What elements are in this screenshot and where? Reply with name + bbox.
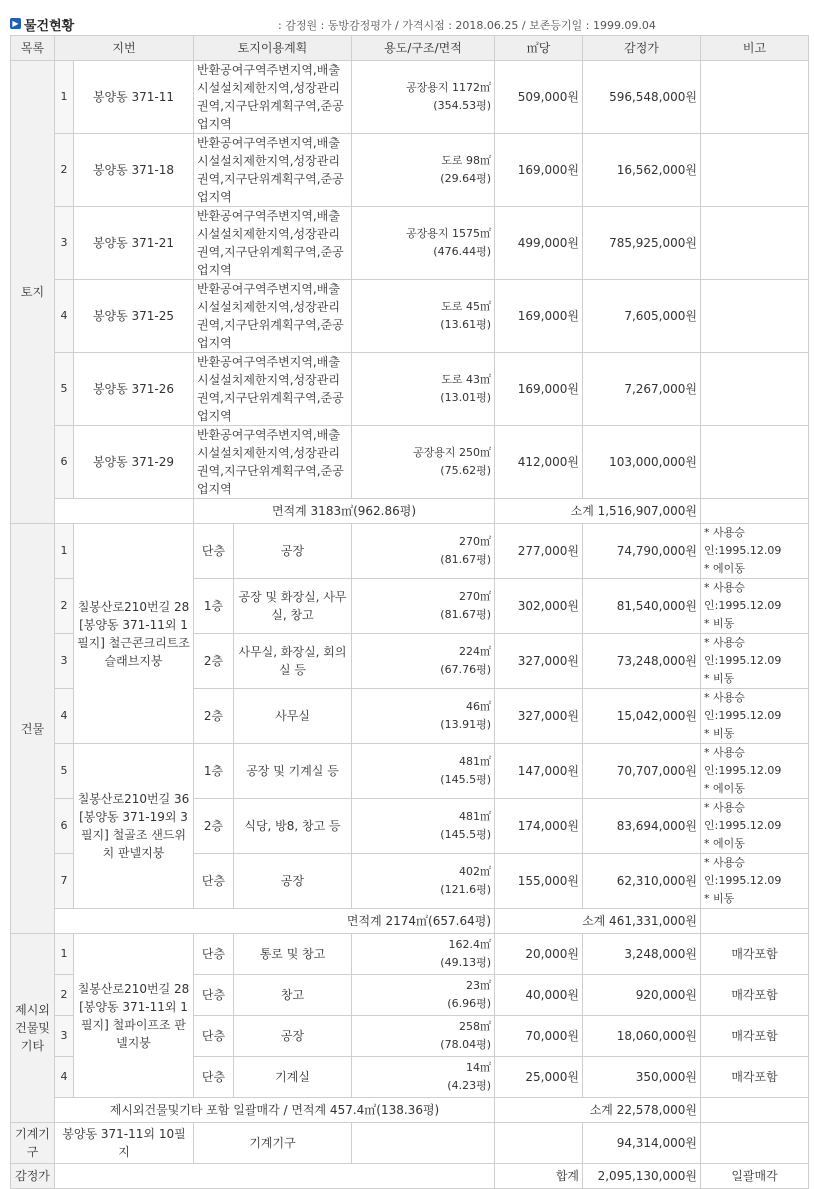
floor-cell: 1층 xyxy=(194,744,234,799)
area-cell: 481㎡ (145.5평) xyxy=(352,744,495,799)
area-cell: 270㎡ (81.67평) xyxy=(352,524,495,579)
col-header-jibun: 지번 xyxy=(55,36,194,61)
appraisal-meta: : 감정원 : 동방감정평가 / 가격시점 : 2018.06.25 / 보존등기일 : 1999.09.04 xyxy=(278,19,656,32)
remarks-cell xyxy=(701,61,809,134)
table-row xyxy=(11,524,809,579)
appraisal-cell: 70,707,000원 xyxy=(583,744,701,799)
row-number: 2 xyxy=(55,579,74,634)
table-row xyxy=(11,61,809,134)
land-plan-cell: 반환공여구역주변지역,배출시설설치제한지역,성장관리권역,지구단위계획구역,준공업지역 xyxy=(194,353,352,426)
use-area-cell: 공장용지 1575㎡ (476.44평) xyxy=(352,207,495,280)
land-plan-cell: 반환공여구역주변지역,배출시설설치제한지역,성장관리권역,지구단위계획구역,준공업지역 xyxy=(194,426,352,499)
floor-cell: 2층 xyxy=(194,689,234,744)
remarks-cell: * 사용승 인:1995.12.09 * 비동 xyxy=(701,579,809,634)
machine-jibun: 봉양동 371-11외 10필지 xyxy=(55,1123,194,1164)
building-use-cell: 공장 xyxy=(234,1016,352,1057)
jibun-cell: 봉양동 371-26 xyxy=(74,353,194,426)
unit-price-cell: 412,000원 xyxy=(495,426,583,499)
use-area-cell: 도로 43㎡ (13.01평) xyxy=(352,353,495,426)
remarks-cell: 매각포함 xyxy=(701,975,809,1016)
appraisal-cell: 103,000,000원 xyxy=(583,426,701,499)
remarks-cell xyxy=(701,207,809,280)
remarks-cell: * 사용승 인:1995.12.09 * 에이동 xyxy=(701,524,809,579)
unit-price-cell: 509,000원 xyxy=(495,61,583,134)
row-number: 7 xyxy=(55,854,74,909)
unit-price-cell: 70,000원 xyxy=(495,1016,583,1057)
unit-price-cell: 25,000원 xyxy=(495,1057,583,1098)
table-row xyxy=(11,207,809,280)
area-cell: 258㎡ (78.04평) xyxy=(352,1016,495,1057)
floor-cell: 단층 xyxy=(194,1016,234,1057)
floor-cell: 단층 xyxy=(194,934,234,975)
category-appraisal: 감정가 xyxy=(11,1164,55,1189)
remarks-cell: * 사용승 인:1995.12.09 * 비동 xyxy=(701,854,809,909)
land-plan-cell: 반환공여구역주변지역,배출시설설치제한지역,성장관리권역,지구단위계획구역,준공업지역 xyxy=(194,61,352,134)
row-number: 4 xyxy=(55,280,74,353)
category-land: 토지 xyxy=(11,61,55,524)
remarks-cell xyxy=(701,353,809,426)
jibun-cell: 봉양동 371-11 xyxy=(74,61,194,134)
area-cell: 270㎡ (81.67평) xyxy=(352,579,495,634)
remarks-cell: 매각포함 xyxy=(701,934,809,975)
remarks-cell: * 사용승 인:1995.12.09 * 비동 xyxy=(701,689,809,744)
col-header-appraisal: 감정가 xyxy=(583,36,701,61)
unit-price-cell: 40,000원 xyxy=(495,975,583,1016)
remarks-cell: * 사용승 인:1995.12.09 * 에이동 xyxy=(701,799,809,854)
building-subtotal: 소계 461,331,000원 xyxy=(495,909,701,934)
row-number: 3 xyxy=(55,1016,74,1057)
property-status-table xyxy=(10,35,809,1189)
col-header-use-area: 용도/구조/면적 xyxy=(352,36,495,61)
use-area-cell: 공장용지 250㎡ (75.62평) xyxy=(352,426,495,499)
appraisal-cell: 3,248,000원 xyxy=(583,934,701,975)
floor-cell: 2층 xyxy=(194,634,234,689)
building-group-a: 칠봉산로210번길 28 [봉양동 371-11외 1필지] 철근콘크리트조 슬래브지붕 xyxy=(74,524,194,744)
building-use-cell: 공장 및 화장실, 사무실, 창고 xyxy=(234,579,352,634)
floor-cell: 단층 xyxy=(194,1057,234,1098)
building-use-cell: 사무실 xyxy=(234,689,352,744)
row-number: 1 xyxy=(55,934,74,975)
unit-price-cell: 327,000원 xyxy=(495,689,583,744)
total-label: 합계 xyxy=(495,1164,583,1189)
extra-subtotal: 소계 22,578,000원 xyxy=(495,1098,701,1123)
row-number: 2 xyxy=(55,134,74,207)
building-use-cell: 공장 xyxy=(234,524,352,579)
extra-summary-row xyxy=(11,1098,809,1123)
table-row xyxy=(11,353,809,426)
appraisal-cell: 785,925,000원 xyxy=(583,207,701,280)
bullet-icon: ▶ xyxy=(10,18,21,29)
appraisal-cell: 7,267,000원 xyxy=(583,353,701,426)
building-area-total: 면적계 2174㎡(657.64평) xyxy=(55,909,495,934)
unit-price-cell: 327,000원 xyxy=(495,634,583,689)
unit-price-cell: 499,000원 xyxy=(495,207,583,280)
appraisal-cell: 596,548,000원 xyxy=(583,61,701,134)
remarks-cell: 매각포함 xyxy=(701,1016,809,1057)
col-header-unit-price: ㎡당 xyxy=(495,36,583,61)
appraisal-cell: 18,060,000원 xyxy=(583,1016,701,1057)
land-area-total: 면적계 3183㎡(962.86평) xyxy=(194,499,495,524)
appraisal-cell: 73,248,000원 xyxy=(583,634,701,689)
land-subtotal: 소계 1,516,907,000원 xyxy=(495,499,701,524)
machine-use: 기계기구 xyxy=(194,1123,352,1164)
appraisal-cell: 15,042,000원 xyxy=(583,689,701,744)
building-group-b: 칠봉산로210번길 36 [봉양동 371-19외 3필지] 철골조 샌드위치 판넬지붕 xyxy=(74,744,194,909)
bulk-sale-note: 일괄매각 xyxy=(701,1164,809,1189)
building-use-cell: 창고 xyxy=(234,975,352,1016)
remarks-cell xyxy=(701,134,809,207)
category-extra: 제시외건물및기타 xyxy=(11,934,55,1123)
table-row xyxy=(11,426,809,499)
jibun-cell: 봉양동 371-29 xyxy=(74,426,194,499)
row-number: 3 xyxy=(55,634,74,689)
col-header-list: 목록 xyxy=(11,36,55,61)
area-cell: 402㎡ (121.6평) xyxy=(352,854,495,909)
table-row xyxy=(11,744,809,799)
area-cell: 14㎡ (4.23평) xyxy=(352,1057,495,1098)
jibun-cell: 봉양동 371-25 xyxy=(74,280,194,353)
row-number: 5 xyxy=(55,353,74,426)
land-plan-cell: 반환공여구역주변지역,배출시설설치제한지역,성장관리권역,지구단위계획구역,준공업지역 xyxy=(194,207,352,280)
building-use-cell: 공장 xyxy=(234,854,352,909)
unit-price-cell: 277,000원 xyxy=(495,524,583,579)
use-area-cell: 공장용지 1172㎡ (354.53평) xyxy=(352,61,495,134)
section-title: 물건현황 xyxy=(24,19,75,34)
extra-area-total: 제시외건물및기타 포함 일괄매각 / 면적계 457.4㎡(138.36평) xyxy=(55,1098,495,1123)
land-plan-cell: 반환공여구역주변지역,배출시설설치제한지역,성장관리권역,지구단위계획구역,준공업지역 xyxy=(194,280,352,353)
appraisal-cell: 81,540,000원 xyxy=(583,579,701,634)
col-header-land-plan: 토지이용계획 xyxy=(194,36,352,61)
appraisal-cell: 83,694,000원 xyxy=(583,799,701,854)
area-cell: 23㎡ (6.96평) xyxy=(352,975,495,1016)
appraisal-cell: 7,605,000원 xyxy=(583,280,701,353)
jibun-cell: 봉양동 371-18 xyxy=(74,134,194,207)
unit-price-cell: 174,000원 xyxy=(495,799,583,854)
machine-row xyxy=(11,1123,809,1164)
building-use-cell: 기계실 xyxy=(234,1057,352,1098)
area-cell: 162.4㎡ (49.13평) xyxy=(352,934,495,975)
remarks-cell xyxy=(701,426,809,499)
row-number: 6 xyxy=(55,426,74,499)
row-number: 5 xyxy=(55,744,74,799)
row-number: 6 xyxy=(55,799,74,854)
unit-price-cell: 302,000원 xyxy=(495,579,583,634)
unit-price-cell: 155,000원 xyxy=(495,854,583,909)
row-number: 4 xyxy=(55,1057,74,1098)
table-header-row xyxy=(11,36,809,61)
table-row xyxy=(11,934,809,975)
use-area-cell: 도로 45㎡ (13.61평) xyxy=(352,280,495,353)
row-number: 2 xyxy=(55,975,74,1016)
jibun-cell: 봉양동 371-21 xyxy=(74,207,194,280)
section-header xyxy=(10,15,810,33)
appraisal-cell: 920,000원 xyxy=(583,975,701,1016)
machine-price: 94,314,000원 xyxy=(583,1123,701,1164)
area-cell: 46㎡ (13.91평) xyxy=(352,689,495,744)
unit-price-cell: 169,000원 xyxy=(495,280,583,353)
row-number: 1 xyxy=(55,61,74,134)
grand-total: 2,095,130,000원 xyxy=(583,1164,701,1189)
floor-cell: 1층 xyxy=(194,579,234,634)
area-cell: 224㎡ (67.76평) xyxy=(352,634,495,689)
extra-group: 칠봉산로210번길 28 [봉양동 371-11외 1필지] 철파이프조 판넬지붕 xyxy=(74,934,194,1098)
appraisal-cell: 350,000원 xyxy=(583,1057,701,1098)
remarks-cell: * 사용승 인:1995.12.09 * 비동 xyxy=(701,634,809,689)
row-number: 1 xyxy=(55,524,74,579)
building-use-cell: 식당, 방8, 창고 등 xyxy=(234,799,352,854)
appraisal-cell: 74,790,000원 xyxy=(583,524,701,579)
land-plan-cell: 반환공여구역주변지역,배출시설설치제한지역,성장관리권역,지구단위계획구역,준공업지역 xyxy=(194,134,352,207)
floor-cell: 2층 xyxy=(194,799,234,854)
category-building: 건물 xyxy=(11,524,55,934)
table-row xyxy=(11,280,809,353)
appraisal-cell: 62,310,000원 xyxy=(583,854,701,909)
row-number: 3 xyxy=(55,207,74,280)
unit-price-cell: 147,000원 xyxy=(495,744,583,799)
building-use-cell: 통로 및 창고 xyxy=(234,934,352,975)
building-use-cell: 공장 및 기계실 등 xyxy=(234,744,352,799)
floor-cell: 단층 xyxy=(194,975,234,1016)
area-cell: 481㎡ (145.5평) xyxy=(352,799,495,854)
category-machine: 기계기구 xyxy=(11,1123,55,1164)
building-use-cell: 사무실, 화장실, 회의실 등 xyxy=(234,634,352,689)
remarks-cell: 매각포함 xyxy=(701,1057,809,1098)
appraisal-cell: 16,562,000원 xyxy=(583,134,701,207)
row-number: 4 xyxy=(55,689,74,744)
building-summary-row xyxy=(11,909,809,934)
unit-price-cell: 169,000원 xyxy=(495,353,583,426)
table-row xyxy=(11,134,809,207)
use-area-cell: 도로 98㎡ (29.64평) xyxy=(352,134,495,207)
remarks-cell xyxy=(701,280,809,353)
unit-price-cell: 169,000원 xyxy=(495,134,583,207)
floor-cell: 단층 xyxy=(194,854,234,909)
unit-price-cell: 20,000원 xyxy=(495,934,583,975)
col-header-remarks: 비고 xyxy=(701,36,809,61)
land-summary-row xyxy=(11,499,809,524)
appraisal-total-row xyxy=(11,1164,809,1189)
remarks-cell: * 사용승 인:1995.12.09 * 에이동 xyxy=(701,744,809,799)
floor-cell: 단층 xyxy=(194,524,234,579)
